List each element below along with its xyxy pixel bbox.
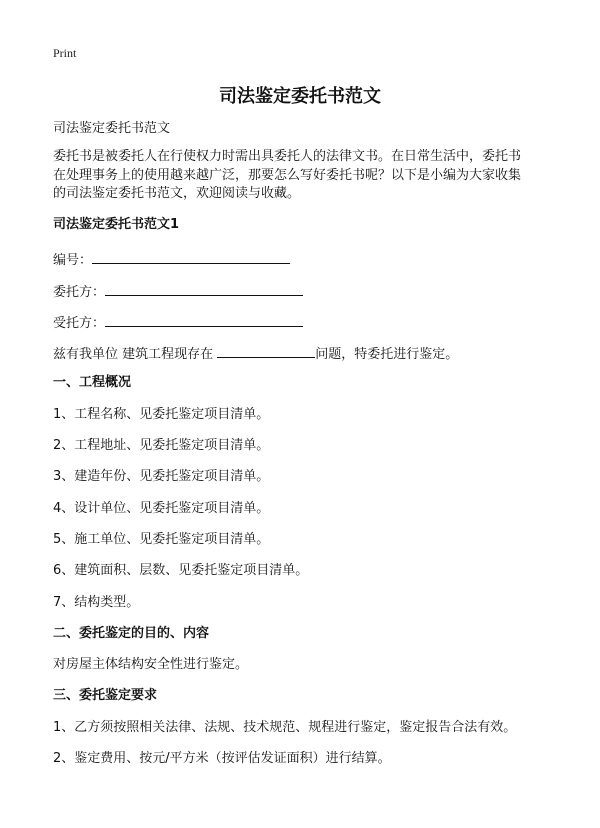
list-item: 6、建筑面积、层数、见委托鉴定项目清单。	[53, 563, 309, 578]
number-blank	[92, 249, 290, 264]
statement-before: 兹有我单位 建筑工程现存在	[53, 347, 214, 362]
intro-line: 的司法鉴定委托书范文，欢迎阅读与收藏。	[53, 186, 301, 201]
number-label: 编号：	[53, 253, 93, 268]
document-subtitle: 司法鉴定委托书范文	[53, 121, 171, 136]
client-blank	[105, 281, 303, 296]
part1-heading: 一、工程概况	[53, 375, 132, 390]
section-title: 司法鉴定委托书范文1	[53, 217, 180, 232]
part2-heading: 二、委托鉴定的目的、内容	[53, 626, 210, 641]
page-title: 司法鉴定委托书范文	[219, 86, 381, 107]
list-item: 7、结构类型。	[53, 595, 140, 610]
statement-line	[53, 343, 458, 364]
trustee-field	[53, 312, 303, 333]
list-item: 2、工程地址、见委托鉴定项目清单。	[53, 438, 270, 453]
list-item: 5、施工单位、见委托鉴定项目清单。	[53, 532, 270, 547]
statement-after: 问题，特委托进行鉴定。	[315, 347, 459, 362]
client-label: 委托方：	[53, 285, 106, 300]
trustee-label: 受托方：	[53, 316, 106, 331]
trustee-blank	[105, 312, 303, 327]
client-field	[53, 281, 303, 302]
part3-heading: 三、委托鉴定要求	[53, 688, 158, 703]
statement-blank	[217, 343, 315, 358]
number-field	[53, 249, 290, 270]
list-item: 3、建造年份、见委托鉴定项目清单。	[53, 469, 270, 484]
list-item: 1、乙方须按照相关法律、法规、技术规范、规程进行鉴定，鉴定报告合法有效。	[53, 720, 517, 735]
intro-line: 在处理事务上的使用越来越广泛，那要怎么写好委托书呢？以下是小编为大家收集	[53, 167, 522, 183]
list-item: 4、设计单位、见委托鉴定项目清单。	[53, 501, 270, 516]
list-item: 1、工程名称、见委托鉴定项目清单。	[53, 407, 270, 422]
intro-paragraph	[53, 148, 553, 204]
intro-line: 委托书是被委托人在行使权力时需出具委托人的法律文书。在日常生活中，委托书	[53, 149, 522, 164]
part2-text: 对房屋主体结构安全性进行鉴定。	[53, 657, 249, 672]
print-link[interactable]: Print	[53, 46, 77, 60]
list-item: 2、鉴定费用、按元/平方米（按评估发证面积）进行结算。	[53, 751, 391, 766]
